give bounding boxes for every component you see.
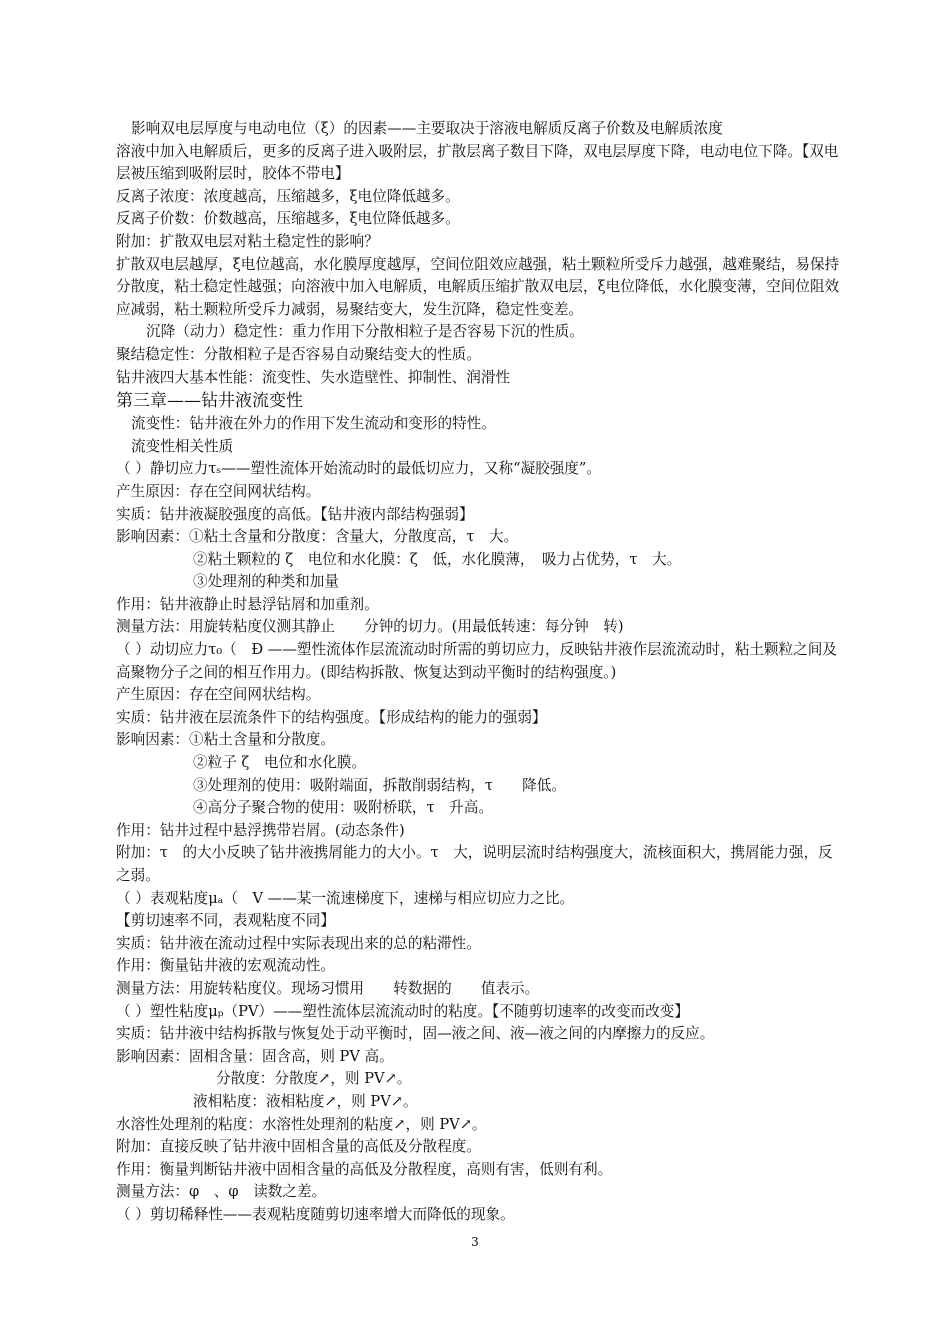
text-line: ②粒子 ζ 电位和水化膜。 [193,754,367,772]
text-line: 影响因素：固相含量：固含高，则 PV 高。 [116,1047,394,1065]
text-line: 影响因素：①粘土含量和分散度。 [116,731,335,749]
text-line: 产生原因：存在空间网状结构。 [116,482,321,500]
text-line: 扩散双电层越厚，ξ电位越高，水化膜厚度越厚，空间位阻效应越强，粘土颗粒所受斥力越强，越难聚结，易保持分散度，粘土稳定性越强；向溶液中加入电解质，电解质压缩扩散双电层，ξ电位降低，水化膜变薄，空间位阻效应减弱，粘土颗粒所受斥力减弱，易聚结变大，发生沉降，稳定性变差。 [116,255,840,318]
text-line: ②粘土颗粒的 ζ 电位和水化膜：ζ 低，水化膜薄， 吸力占优势，τ 大。 [193,550,682,568]
text-line: ④高分子聚合物的使用：吸附桥联，τ 升高。 [193,799,493,817]
chapter-heading: 第三章——钻井液流变性 [116,391,303,412]
document-body [116,118,844,1227]
text-line: 钻井液四大基本性能：流变性、失水造壁性、抑制性、润滑性 [116,368,511,386]
text-line: 测量方法：用旋转粘度仪测其静止 分钟的切力。(用最低转速：每分钟 转) [116,618,624,636]
text-line: 实质：钻井液在层流条件下的结构强度。【形成结构的能力的强弱】 [116,708,547,726]
text-line: 溶液中加入电解质后，更多的反离子进入吸附层，扩散层离子数目下降，双电层厚度下降，电动电位下降。【双电层被压缩到吸附层时，胶体不带电】 [116,142,839,183]
text-line: （ ）塑性粘度μₚ（PV）——塑性流体层流流动时的粘度。【不随剪切速率的改变而改变】 [116,1002,689,1020]
text-line: （ ）表观粘度μₐ（ V ——某一流速梯度下，速梯与相应切应力之比。 [116,889,575,907]
text-line: 影响双电层厚度与电动电位（ξ）的因素——主要取决于溶液电解质反离子价数及电解质浓度 [131,120,723,137]
text-line: 附加：直接反映了钻井液中固相含量的高低及分散程度。 [116,1138,481,1156]
text-line: 反离子价数：价数越高，压缩越多，ξ电位降低越多。 [116,210,460,228]
text-line: 流变性相关性质 [131,437,234,455]
text-line: 【剪切速率不同，表观粘度不同】 [116,912,335,930]
text-line: 聚结稳定性：分散相粒子是否容易自动聚结变大的性质。 [116,345,481,363]
text-line: 反离子浓度：浓度越高，压缩越多，ξ电位降低越多。 [116,187,460,205]
text-line: 液相粘度：液相粘度↗，则 PV↗。 [193,1092,418,1110]
page-number: 3 [471,1235,479,1249]
text-line: 实质：钻井液凝胶强度的高低。【钻井液内部结构强弱】 [116,505,474,523]
text-line: 作用：钻井液静止时悬浮钻屑和加重剂。 [116,595,379,613]
text-line: （ ）剪切稀释性——表观粘度随剪切速率增大而降低的现象。 [116,1205,515,1223]
text-line: 影响因素：①粘土含量和分散度：含量大，分散度高，τ 大。 [116,528,519,546]
text-line: ③处理剂的种类和加量 [193,573,339,591]
text-line: 作用：衡量判断钻井液中固相含量的高低及分散程度，高则有害，低则有利。 [116,1160,613,1178]
text-line: 附加：扩散双电层对粘土稳定性的影响？ [116,232,379,250]
text-line: （ ）动切应力τ₀（ Ɖ ——塑性流体作层流流动时所需的剪切应力，反映钻井液作层流流动时，粘土颗粒之间及高聚物分子之间的相互作用力。(即结构拆散、恢复达到动平衡时的结构强度。) [116,641,837,681]
text-line: 产生原因：存在空间网状结构。 [116,686,321,704]
text-line: 实质：钻井液在流动过程中实际表现出来的总的粘滞性。 [116,934,481,952]
text-line: 分散度：分散度↗，则 PV↗。 [216,1070,412,1088]
text-line: （ ）静切应力τₛ——塑性流体开始流动时的最低切应力，又称“凝胶强度”。 [116,460,601,478]
text-line: 实质：钻井液中结构拆散与恢复处于动平衡时，固—液之间、液—液之间的内摩擦力的反应。 [116,1025,715,1043]
text-line: 作用：衡量钻井液的宏观流动性。 [116,957,335,975]
text-line: 测量方法：φ 、φ 读数之差。 [116,1183,327,1201]
text-line: 作用：钻井过程中悬浮携带岩屑。(动态条件) [116,821,405,839]
text-line: 测量方法：用旋转粘度仪。现场习惯用 转数据的 值表示。 [116,979,540,997]
text-line: 水溶性处理剂的粘度：水溶性处理剂的粘度↗，则 PV↗。 [116,1115,487,1133]
text-line: 沉降（动力）稳定性：重力作用下分散相粒子是否容易下沉的性质。 [146,323,584,341]
text-line: 附加：τ 的大小反映了钻井液携屑能力的大小。τ 大，说明层流时结构强度大，流核面积大，携屑能力强，反之弱。 [116,844,833,884]
text-line: ③处理剂的使用：吸附端面，拆散削弱结构，τ 降低。 [193,776,566,794]
text-line: 流变性：钻井液在外力的作用下发生流动和变形的特性。 [131,415,496,433]
